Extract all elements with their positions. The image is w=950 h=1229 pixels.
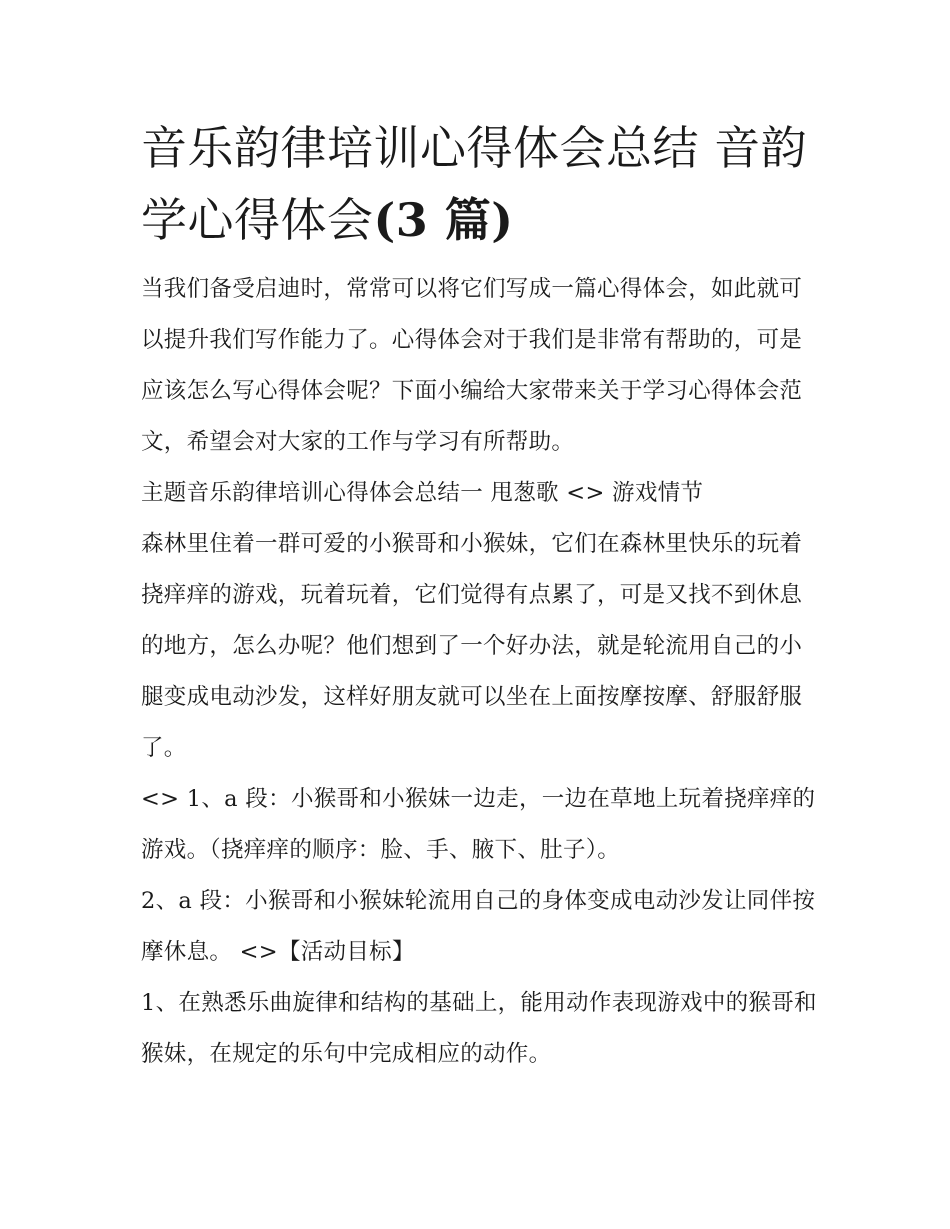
document-title [141,112,821,256]
section-a2-paragraph: 2、a 段：小猴哥和小猴妹轮流用自己的身体变成电动沙发让同伴按摩休息。 <>【活动目标】 [141,888,816,965]
document-content [141,112,821,1080]
goal-paragraph: 1、在熟悉乐曲旋律和结构的基础上，能用动作表现游戏中的猴哥和猴妹，在规定的乐句中完成相应的动作。 [141,990,817,1067]
story-paragraph: 森林里住着一群可爱的小猴哥和小猴妹，它们在森林里快乐的玩着挠痒痒的游戏，玩着玩着，它们觉得有点累了，可是又找不到休息的地方，怎么办呢？他们想到了一个好办法，就是轮流用自己的小腿变成电动沙发，这样好朋友就可以坐在上面按摩按摩、舒服舒服了。 [141,531,803,761]
intro-paragraph: 当我们备受启迪时，常常可以将它们写成一篇心得体会，如此就可以提升我们写作能力了。心得体会对于我们是非常有帮助的，可是应该怎么写心得体会呢？下面小编给大家带来关于学习心得体会范文，希望会对大家的工作与学习有所帮助。 [141,276,803,455]
title-suffix: (3 篇) [373,193,514,247]
topic-heading-paragraph: 主题音乐韵律培训心得体会总结一 甩葱歌 <> 游戏情节 [141,480,704,506]
section-a1-paragraph: <> 1、a 段：小猴哥和小猴妹一边走，一边在草地上玩着挠痒痒的游戏。（挠痒痒的顺序：脸、手、腋下、肚子）。 [141,786,816,863]
title-text: 音乐韵律培训心得体会总结 音韵学心得体会 [141,121,808,247]
